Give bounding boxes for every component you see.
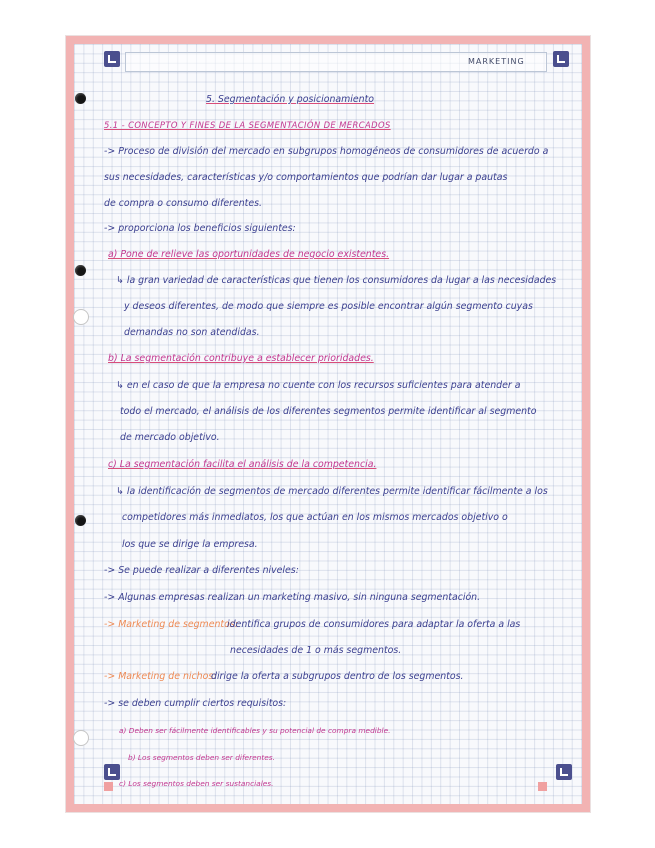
text-line: c) La segmentación facilita el análisis de la competencia. [108,459,377,470]
logo-icon [104,51,120,67]
text-line: -> Se puede realizar a diferentes niveles: [104,565,299,576]
text-line: dirige la oferta a subgrupos dentro de los segmentos. [211,671,464,682]
text-line: -> Marketing de segmentos: [104,619,238,630]
text-line: de mercado objetivo. [120,432,220,443]
punch-hole [75,515,86,526]
logo-icon [556,764,572,780]
text-line: b) La segmentación contribuye a establecer prioridades. [108,353,374,364]
corner-square-icon [104,782,113,791]
logo-icon [104,764,120,780]
corner-square-icon [538,782,547,791]
punch-hole-ring [73,730,89,746]
text-line: identifica grupos de consumidores para adaptar la oferta a las [227,619,521,630]
text-line: y deseos diferentes, de modo que siempre es posible encontrar algún segmento cuyas [124,301,533,312]
text-line: ↳ la identificación de segmentos de mercado diferentes permite identificar fácilmente a los [116,486,548,497]
text-line: competidores más inmediatos, los que actúan en los mismos mercados objetivo o [122,512,508,523]
text-line: los que se dirige la empresa. [122,539,258,550]
logo-icon [553,51,569,67]
text-line: c) Los segmentos deben ser sustanciales. [119,779,274,788]
text-line: todo el mercado, el análisis de los diferentes segmentos permite identificar al segmento [120,406,537,417]
text-line: -> se deben cumplir ciertos requisitos: [104,698,287,709]
punch-hole-ring [73,309,89,325]
text-line: ↳ en el caso de que la empresa no cuente con los recursos suficientes para atender a [116,380,521,391]
text-line: a) Deben ser fácilmente identificables y su potencial de compra medible. [119,726,391,735]
text-line: demandas no son atendidas. [124,327,260,338]
punch-hole [75,265,86,276]
page-title: 5. Segmentación y posicionamiento [206,94,375,105]
text-line: b) Los segmentos deben ser diferentes. [128,753,276,762]
text-line: a) Pone de relieve las oportunidades de negocio existentes. [108,249,390,260]
text-line: ↳ la gran variedad de características que tienen los consumidores da lugar a las necesidades [116,275,557,286]
text-line: -> Algunas empresas realizan un marketing masivo, sin ninguna segmentación. [104,592,481,603]
text-line: de compra o consumo diferentes. [104,198,262,209]
subject-label: MARKETING [468,57,525,66]
punch-hole [75,93,86,104]
text-line: -> Marketing de nichos: [104,671,217,682]
text-line: sus necesidades, características y/o comportamientos que podrían dar lugar a pautas [104,172,508,183]
text-line: necesidades de 1 o más segmentos. [230,645,402,656]
section-heading: 5.1 - CONCEPTO Y FINES DE LA SEGMENTACIÓN DE MERCADOS [104,120,391,130]
text-line: -> proporciona los beneficios siguientes: [104,223,296,234]
text-line: -> Proceso de división del mercado en subgrupos homogéneos de consumidores de acuerdo a [104,146,549,157]
